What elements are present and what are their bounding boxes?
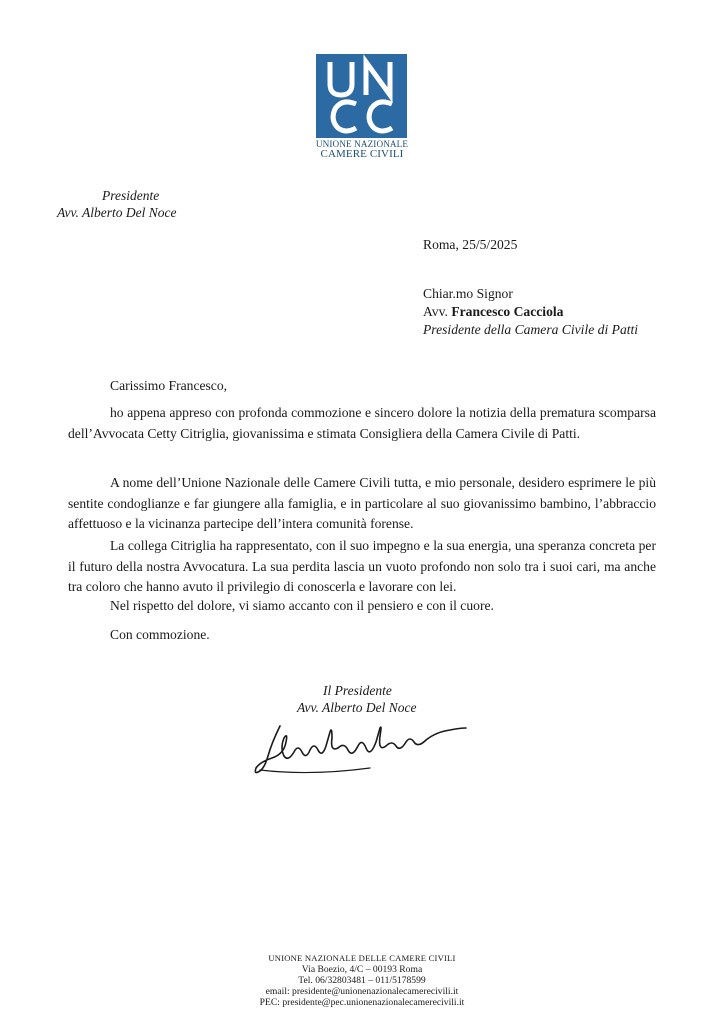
footer-org: UNIONE NAZIONALE DELLE CAMERE CIVILI [268,953,456,963]
logo-caption-line1: UNIONE NAZIONALE [315,139,409,149]
sender-name: Avv. Alberto Del Noce [57,205,177,220]
signature-name: Avv. Alberto Del Noce [297,700,417,715]
paragraph-1 [68,403,656,444]
uncc-logo [316,54,407,138]
paragraph-1-text: ho appena appreso con profonda commozione e sincero dolore la notizia della prematura scomparsa dell’Avvocata Cetty Citriglia, giovanissima e stimata Consigliera della Camera Civile di Patti. [68,405,656,441]
footer-phone: Tel. 06/32803481 – 011/5178599 [298,975,426,986]
paragraph-3-text: La collega Citriglia ha rappresentato, con il suo impegno e la sua energia, una speranza concreta per il futuro della nostra Avvocatura. La sua perdita lascia un vuoto profondo non solo tra i suoi cari, ma anche tra coloro che hanno avuto il privilegio di conoscerla e lavorare con lei. [68,538,656,594]
paragraph-2-text: A nome dell’Unione Nazionale delle Camere Civili tutta, e mio personale, desidero esprimere le più sentite condoglianze e far giungere alla famiglia, e in particolare al suo giovanissimo bambino, l’abbraccio affettuoso e la vicinanza partecipe dell’intera comunità forense. [68,475,656,531]
paragraph-4: Nel rispetto del dolore, vi siamo accanto con il pensiero e con il cuore. [110,598,494,613]
letter-date: Roma, 25/5/2025 [423,237,518,252]
recipient-name-line [423,304,563,320]
recipient-name: Francesco Cacciola [451,304,564,319]
paragraph-2 [68,473,656,535]
salutation: Carissimo Francesco, [110,378,228,393]
paragraph-3 [68,536,656,598]
footer-address: Via Boezio, 4/C – 00193 Roma [301,964,423,975]
signature-role: Il Presidente [323,683,392,698]
footer-pec: PEC: presidente@pec.unionenazionalecamerecivili.it [259,997,465,1008]
recipient-honorific: Chiar.mo Signor [423,286,513,301]
closing: Con commozione. [110,627,210,642]
recipient-role: Presidente della Camera Civile di Patti [423,322,639,337]
sender-title: Presidente [102,188,160,203]
logo-caption-line2: CAMERE CIVILI [320,148,404,160]
recipient-prefix: Avv. [423,304,448,319]
handwritten-signature [250,712,470,782]
footer-email: email: presidente@unionenazionalecamerecivili.it [265,986,459,997]
